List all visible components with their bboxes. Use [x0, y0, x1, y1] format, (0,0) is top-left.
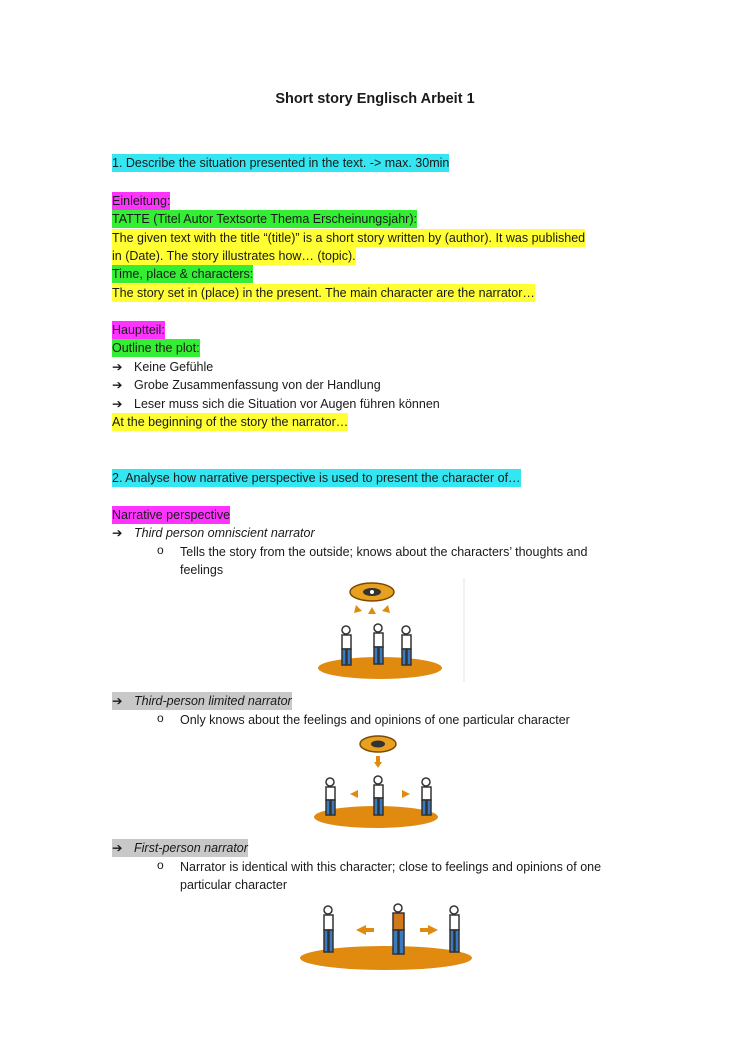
beginning-text: At the beginning of the story the narrator…	[112, 415, 349, 429]
hauptteil-heading: Hauptteil:	[112, 323, 165, 337]
list-item: ➔ Grobe Zusammenfassung von der Handlung	[112, 378, 381, 392]
time-place-heading: Time, place & characters:	[112, 267, 254, 281]
circle-bullet-icon: o	[157, 711, 164, 725]
arrow-right-icon: ➔	[112, 397, 123, 411]
time-place-text: The story set in (place) in the present. The main character are the narrator…	[112, 286, 535, 300]
arrow-right-icon: ➔	[112, 378, 123, 392]
arrow-right-icon: ➔	[112, 694, 123, 708]
list-item: ➔ Leser muss sich die Situation vor Augen führen können	[112, 397, 440, 411]
einleitung-text-line-1: The given text with the title “(title)” is a short story written by (author). It was published	[112, 231, 586, 245]
list-item: ➔ Keine Gefühle	[112, 360, 214, 374]
circle-bullet-icon: o	[157, 543, 164, 557]
task-2-heading: 2. Analyse how narrative perspective is used to present the character of…	[112, 471, 521, 485]
limited-narrator-item: ➔ Third-person limited narrator	[112, 694, 292, 708]
circle-bullet-icon: o	[157, 858, 164, 872]
limited-description: Only knows about the feelings and opinions of one particular character	[180, 713, 570, 727]
einleitung-heading: Einleitung:	[112, 194, 171, 208]
arrow-right-icon: ➔	[112, 526, 123, 540]
first-person-description-line-1: Narrator is identical with this character; close to feelings and opinions of one	[180, 860, 602, 874]
narrative-perspective-heading: Narrative perspective	[112, 508, 231, 522]
omniscient-description-line-2: feelings	[180, 563, 224, 577]
omniscient-narrator-illustration	[318, 578, 468, 682]
task-1-heading: 1. Describe the situation presented in the text. -> max. 30min	[112, 156, 450, 170]
arrow-right-icon: ➔	[112, 841, 123, 855]
page-title: Short story Englisch Arbeit 1	[275, 91, 475, 107]
first-person-narrator-illustration	[298, 898, 474, 974]
outline-plot-heading: Outline the plot:	[112, 341, 200, 355]
tatte-heading: TATTE (Titel Autor Textsorte Thema Erscheinungsjahr):	[112, 212, 417, 226]
first-person-narrator-item: ➔ First-person narrator	[112, 841, 248, 855]
einleitung-text-line-2: in (Date). The story illustrates how… (topic).	[112, 249, 356, 263]
omniscient-description-line-1: Tells the story from the outside; knows about the characters’ thoughts and	[180, 545, 588, 559]
omniscient-narrator-item: ➔ Third person omniscient narrator	[112, 526, 315, 540]
limited-narrator-illustration	[312, 732, 440, 832]
first-person-description-line-2: particular character	[180, 878, 287, 892]
arrow-right-icon: ➔	[112, 360, 123, 374]
